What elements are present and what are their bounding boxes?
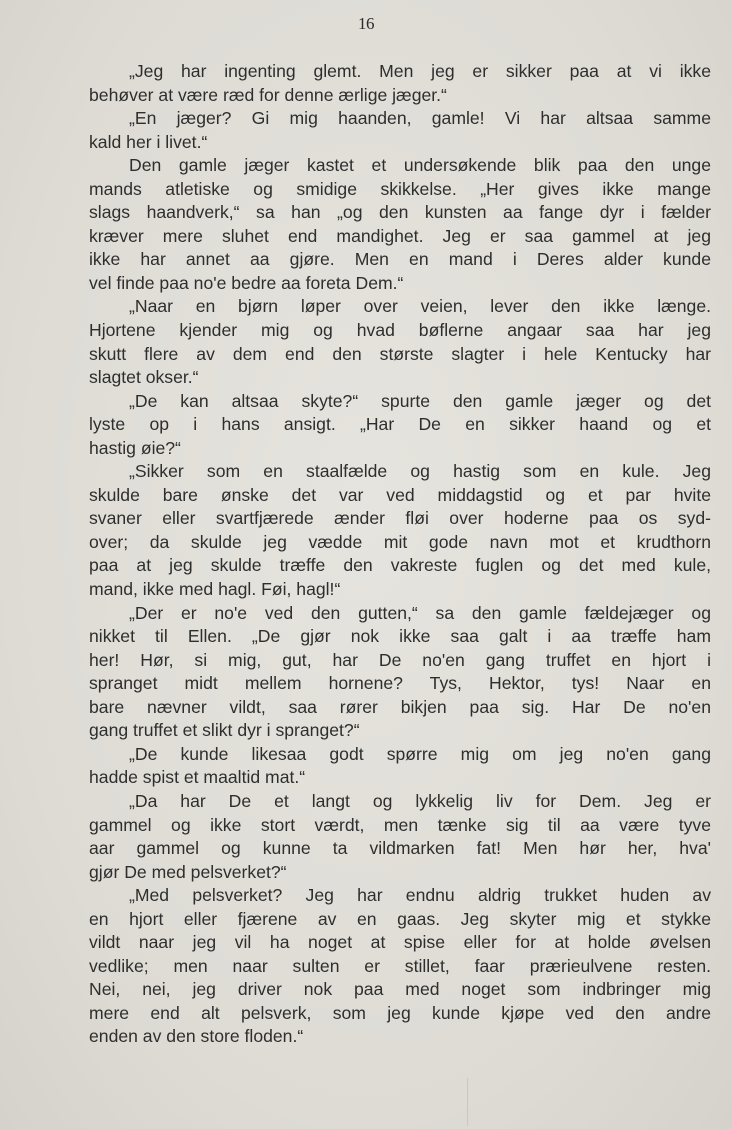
text-line: mands atletiske og smidige skikkelse. „Her gives ikke mange — [89, 178, 711, 199]
text-line: „De kan altsaa skyte?“ spurte den gamle jæger og det — [129, 390, 711, 411]
text-line: „Sikker som en staalfælde og hastig som en kule. Jeg — [129, 461, 711, 482]
text-line: aar gammel og kunne ta vildmarken fat! Men hør her, hva' — [89, 838, 711, 859]
text-line: „En jæger? Gi mig haanden, gamle! Vi har altsaa samme — [129, 108, 711, 129]
text-line: behøver at være ræd for denne ærlige jæger.“ — [89, 84, 447, 105]
page-number: 16 — [358, 14, 374, 33]
body-text — [89, 60, 711, 1049]
text-line: mand, ikke med hagl. Føi, hagl!“ — [89, 579, 341, 600]
text-line: hadde spist et maaltid mat.“ — [89, 767, 306, 788]
text-line: „Der er no'e ved den gutten,“ sa den gamle fældejæger og — [129, 602, 711, 623]
text-line: kræver mere sluhet end mandighet. Jeg er saa gammel at jeg — [89, 225, 711, 246]
text-line: Nei, nei, jeg driver nok paa med noget som indbringer mig — [89, 979, 711, 1000]
scan-edge-mark — [467, 1078, 468, 1126]
text-line: enden av den store floden.“ — [89, 1026, 304, 1047]
text-line: „De kunde likesaa godt spørre mig om jeg no'en gang — [129, 743, 711, 764]
text-line: vedlike; men naar sulten er stillet, faar prærieulvene resten. — [89, 955, 711, 976]
text-line: bare nævner vildt, saa rører bikjen paa sig. Har De no'en — [89, 696, 711, 717]
text-line: skulde bare ønske det var ved middagstid og et par hvite — [89, 484, 711, 505]
text-line: gjør De med pelsverket?“ — [89, 861, 287, 882]
text-line: „Med pelsverket? Jeg har endnu aldrig trukket huden av — [129, 885, 711, 906]
text-line: svaner eller svartfjærede ænder fløi over hoderne paa os syd- — [89, 508, 711, 529]
text-line: kald her i livet.“ — [89, 131, 208, 152]
text-line: lyste op i hans ansigt. „Har De en sikker haand og et — [89, 414, 711, 435]
text-line: „Jeg har ingenting glemt. Men jeg er sikker paa at vi ikke — [129, 61, 711, 81]
text-line: Hjortene kjender mig og hvad bøflerne angaar saa har jeg — [89, 320, 711, 341]
text-line: gang truffet et slikt dyr i spranget?“ — [89, 720, 360, 741]
text-line: gammel og ikke stort værdt, men tænke sig til aa være tyve — [89, 814, 711, 835]
text-line: vildt naar jeg vil ha noget at spise eller for at holde øvelsen — [89, 932, 711, 953]
text-line: slagtet okser.“ — [89, 367, 199, 388]
text-line: spranget midt mellem hornene? Tys, Hektor, tys! Naar en — [89, 673, 711, 694]
text-line: „Naar en bjørn løper over veien, lever den ikke længe. — [129, 296, 711, 317]
text-line: vel finde paa no'e bedre aa foreta Dem.“ — [89, 272, 404, 293]
text-line: skutt flere av dem end den største slagter i hele Kentucky har — [89, 343, 711, 364]
text-line: nikket til Ellen. „De gjør nok ikke saa galt i aa træffe ham — [89, 626, 711, 647]
text-line: over; da skulde jeg vædde mit gode navn mot et krudthorn — [89, 531, 711, 552]
text-line: en hjort eller fjærene av en gaas. Jeg skyter mig et stykke — [89, 908, 711, 929]
text-line: hastig øie?“ — [89, 437, 181, 458]
text-line: Den gamle jæger kastet et undersøkende blik paa den unge — [129, 155, 711, 176]
text-line: slags haandverk,“ sa han „og den kunsten aa fange dyr i fælder — [89, 202, 711, 223]
text-line: mere end alt pelsverk, som jeg kunde kjøpe ved den andre — [89, 1002, 711, 1023]
text-line: her! Hør, si mig, gut, har De no'en gang truffet en hjort i — [89, 649, 711, 670]
text-line: „Da har De et langt og lykkelig liv for Dem. Jeg er — [129, 790, 711, 811]
text-line: ikke har annet aa gjøre. Men en mand i Deres alder kunde — [89, 249, 711, 270]
text-line: paa at jeg skulde træffe den vakreste fuglen og det med kule, — [89, 555, 711, 576]
